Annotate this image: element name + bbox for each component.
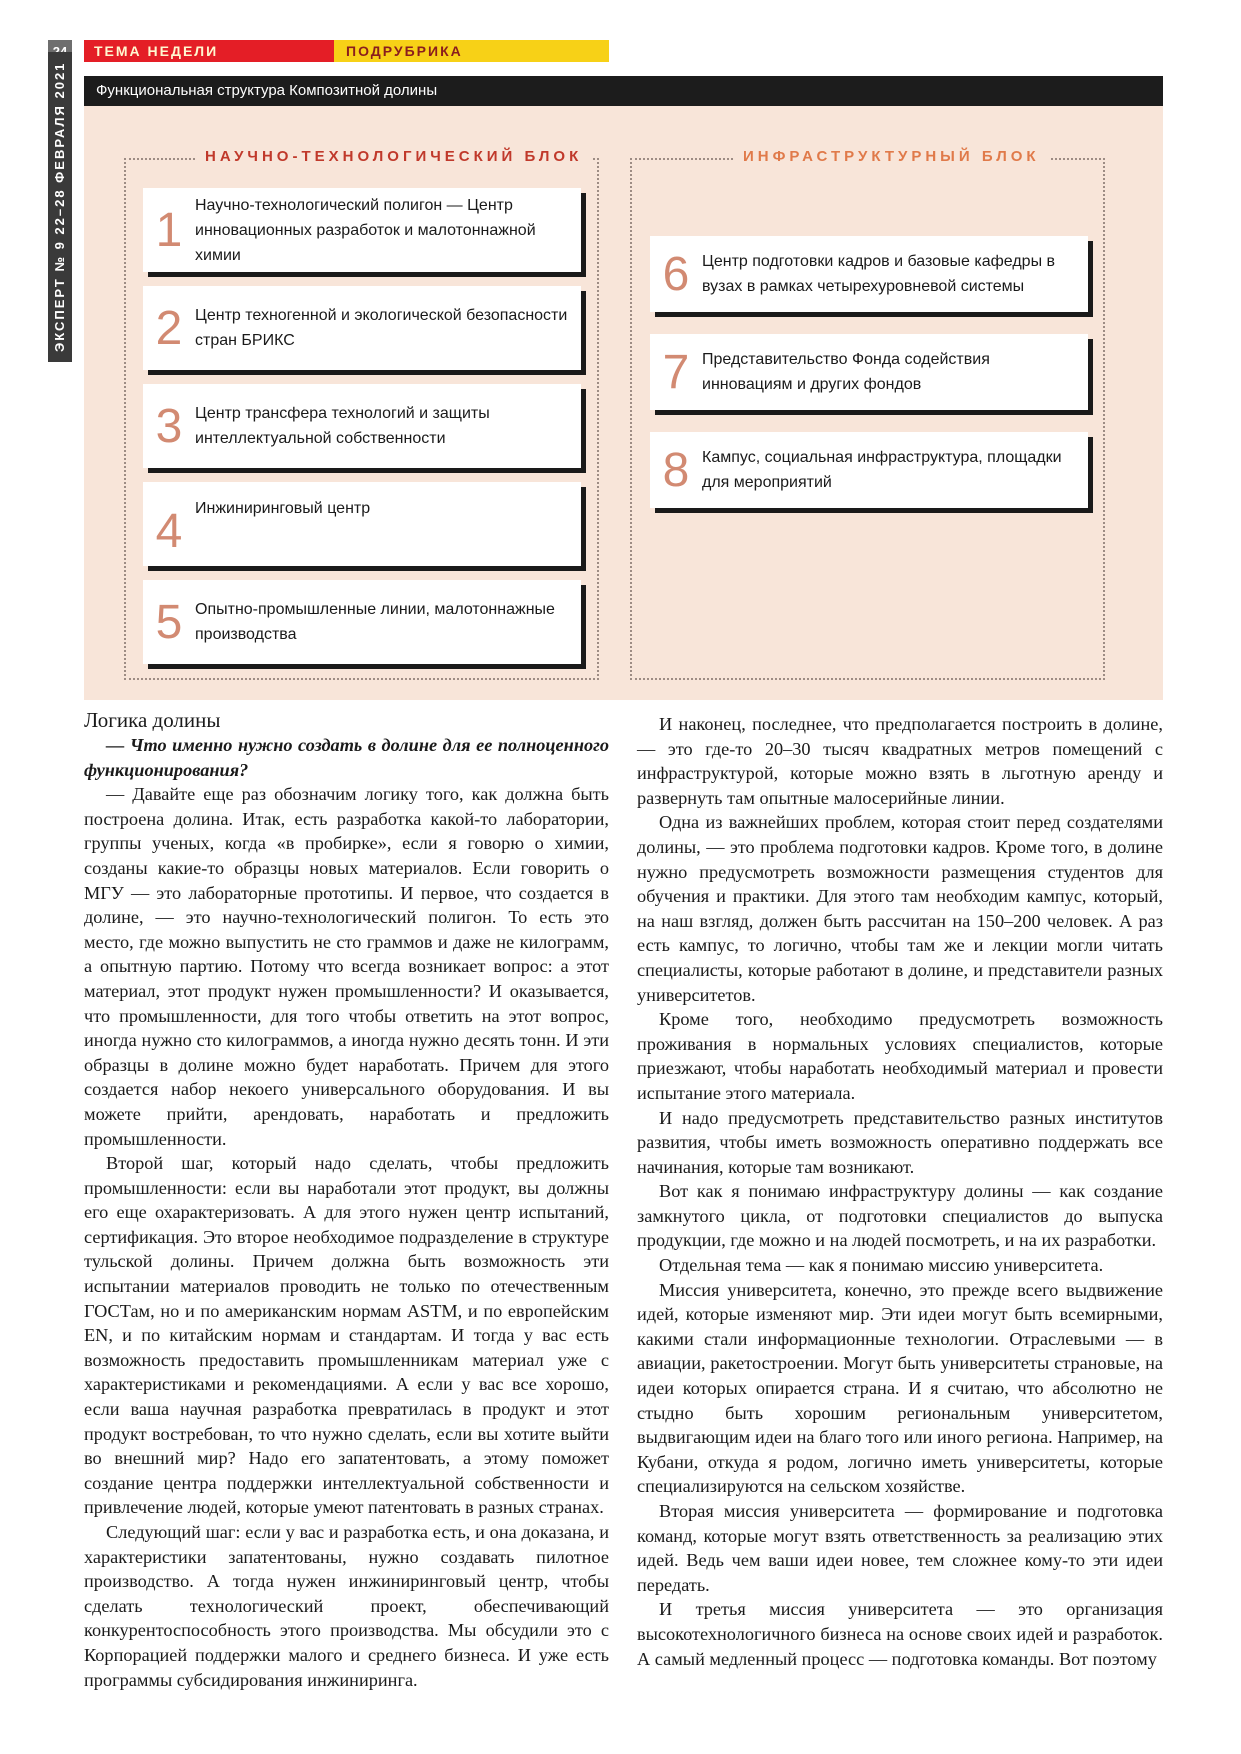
card-text: Центр техногенной и экологической безопасности стран БРИКС — [195, 307, 568, 349]
card-text: Представительство Фонда содействия инновациям и других фондов — [702, 351, 990, 393]
science-tech-block-label: НАУЧНО-ТЕХНОЛОГИЧЕСКИЙ БЛОК — [195, 148, 592, 165]
paragraph: Вторая миссия университета — формирование и подготовка команд, которые могут взять ответственность за реализацию этих идей. Ведь чем ваши идеи новее, тем сложнее кому-то эти идеи передать. — [637, 1501, 1163, 1595]
article-left-column — [84, 708, 609, 1692]
paragraph: — Давайте еще раз обозначим логику того, как должна быть построена долина. Итак, есть разработка какой-то лаборатории, группы ученых, когда «в пробирке», если я говорю о химии, созданы какие-то образцы новых материалов. Если говорить о МГУ — это лабораторные прототипы. И первое, что создается в долине, — это научно-технологический полигон. То есть это место, где можно выпустить не сто граммов и даже не килограмм, а опытную партию. Потому что всегда возникает вопрос: а этот материал, этот продукт нужен промышленности? И оказывается, что промышленности, для того чтобы ответить на этот вопрос, иногда нужно сто килограммов, а иногда нужно десять тонн. И эти образцы в долине можно будет наработать. Причем для этого создается набор некоего универсального оборудования. И вы можете прийти, арендовать, наработать и предложить промышленности. — [84, 784, 609, 1149]
card-number: 2 — [155, 301, 183, 355]
card-4 — [143, 482, 581, 566]
card-text: Центр подготовки кадров и базовые кафедры в вузах в рамках четырехуровневой системы — [702, 253, 1056, 295]
paragraph: Второй шаг, который надо сделать, чтобы предложить промышленности: если вы наработали этот продукт, вы должны его еще охарактеризовать. А для этого нужен центр испытаний, сертификация. Это второе необходимое подразделение в структуре тульской долины. Причем должна быть возможность эти испытании материалов проводить не только по отечественным ГОСТам, но и по американским нормам ASTM, и по европейским EN, и по китайским нормам и стандартам. И тогда у вас есть возможность предоставить промышленникам материал уже с характеристиками и рекомендациями. А если у вас все хорошо, если ваша научная разработка превратилась в продукт и этот продукт востребован, то что нужно сделать, если вы хотите выйти во внешний мир? Надо его запатентовать, а этому поможет создание центра поддержки интеллектуальной собственности и привлечение людей, которые умеют патентовать в разных странах. — [84, 1153, 609, 1518]
issue-info: ЭКСПЕРТ № 9 22–28 ФЕВРАЛЯ 2021 — [48, 52, 72, 362]
card-text: Кампус, социальная инфраструктура, площадки для мероприятий — [702, 449, 1062, 491]
card-number: 5 — [155, 595, 183, 649]
card-number: 8 — [662, 443, 690, 497]
card-7 — [650, 334, 1088, 410]
card-8 — [650, 432, 1088, 508]
paragraph: Отдельная тема — как я понимаю миссию университета. — [659, 1255, 1104, 1276]
paragraph: Вот как я понимаю инфраструктуру долины — как создание замкнутого цикла, от подготовки специалистов до выпуска продукции, где можно и на людей посмотреть, и на их разработки. — [637, 1181, 1163, 1251]
card-number: 7 — [662, 345, 690, 399]
paragraph: И надо предусмотреть представительство разных институтов развития, чтобы иметь возможность оперативно поддержать все начинания, которые там возникают. — [637, 1107, 1163, 1177]
card-number: 4 — [155, 505, 183, 558]
card-number: 3 — [155, 399, 183, 453]
paragraph: Одна из важнейших проблем, которая стоит перед создателями долины, — это проблема подготовки кадров. Кроме того, в долине нужно предусмотреть возможности размещения студентов для обучения и практики. Для этого там необходим кампус, который, на наш взгляд, должен быть рассчитан на 150–200 человек. А раз есть кампус, то логично, чтобы там же и лекции могли читать специалисты, которые работают в долине, и представители разных университетов. — [637, 812, 1163, 1005]
card-text: Опытно-промышленные линии, малотоннажные производства — [195, 601, 555, 643]
paragraph: И третья миссия университета — это организация высокотехнологичного бизнеса на основе своих идей и разработок. А самый медленный процесс — подготовка команды. Вот поэтому — [637, 1599, 1163, 1669]
card-3 — [143, 384, 581, 468]
rubric-label: ТЕМА НЕДЕЛИ — [84, 40, 334, 62]
card-number: 1 — [155, 203, 183, 257]
subrubric-label: ПОДРУБРИКА — [334, 40, 609, 62]
card-5 — [143, 580, 581, 664]
card-6 — [650, 236, 1088, 312]
paragraph: И наконец, последнее, что предполагается построить в долине, — это где-то 20–30 тысяч квадратных метров помещений с инфраструктурой, которые можно взять в льготную аренду и развернуть там опытные малосерийные линии. — [637, 714, 1163, 808]
paragraph: Следующий шаг: если у вас и разработка есть, и она доказана, и характеристики запатентованы, нужно создавать пилотное производство. А тогда нужен инжиниринговый центр, чтобы сделать технологический проект, обеспечивающий конкурентоспособность этого производства. Мы обсудили это с Корпорацией поддержки малого и среднего бизнеса. И уже есть программы субсидирования инжиниринга. — [84, 1522, 609, 1690]
paragraph: Кроме того, необходимо предусмотреть возможность проживания в нормальных условиях специалистов, которые приезжают, чтобы наработать необходимый материал и провести испытание этого материала. — [637, 1009, 1163, 1103]
diagram-title: Функциональная структура Композитной долины — [84, 76, 1163, 106]
card-text: Инжиниринговый центр — [195, 500, 371, 517]
article-heading: Логика долины — [84, 708, 221, 732]
interview-question: — Что именно нужно создать в долине для ее полноценного функционирования? — [84, 735, 609, 780]
card-2 — [143, 286, 581, 370]
card-text: Научно-технологический полигон — Центр инновационных разработок и малотоннажной химии — [195, 196, 536, 264]
paragraph: Миссия университета, конечно, это прежде всего выдвижение идей, которые изменяют мир. Эти идеи могут быть всемирными, какими стали информационные технологии. Отраслевыми — в авиации, ракетостроении. Могут быть университеты страновые, на идеи которых опирается страна. И я считаю, что абсолютно не стыдно быть хорошим региональным университетом, выдвигающим идеи на благо того или иного региона. Например, на Кубани, откуда я родом, логично иметь университеты, которые специализируются на сельском хозяйстве. — [637, 1279, 1163, 1497]
article-right-column — [637, 712, 1163, 1671]
card-number: 6 — [662, 247, 690, 301]
infrastructure-block-label: ИНФРАСТРУКТУРНЫЙ БЛОК — [733, 148, 1050, 165]
card-1 — [143, 188, 581, 272]
card-text: Центр трансфера технологий и защиты интеллектуальной собственности — [195, 405, 490, 447]
